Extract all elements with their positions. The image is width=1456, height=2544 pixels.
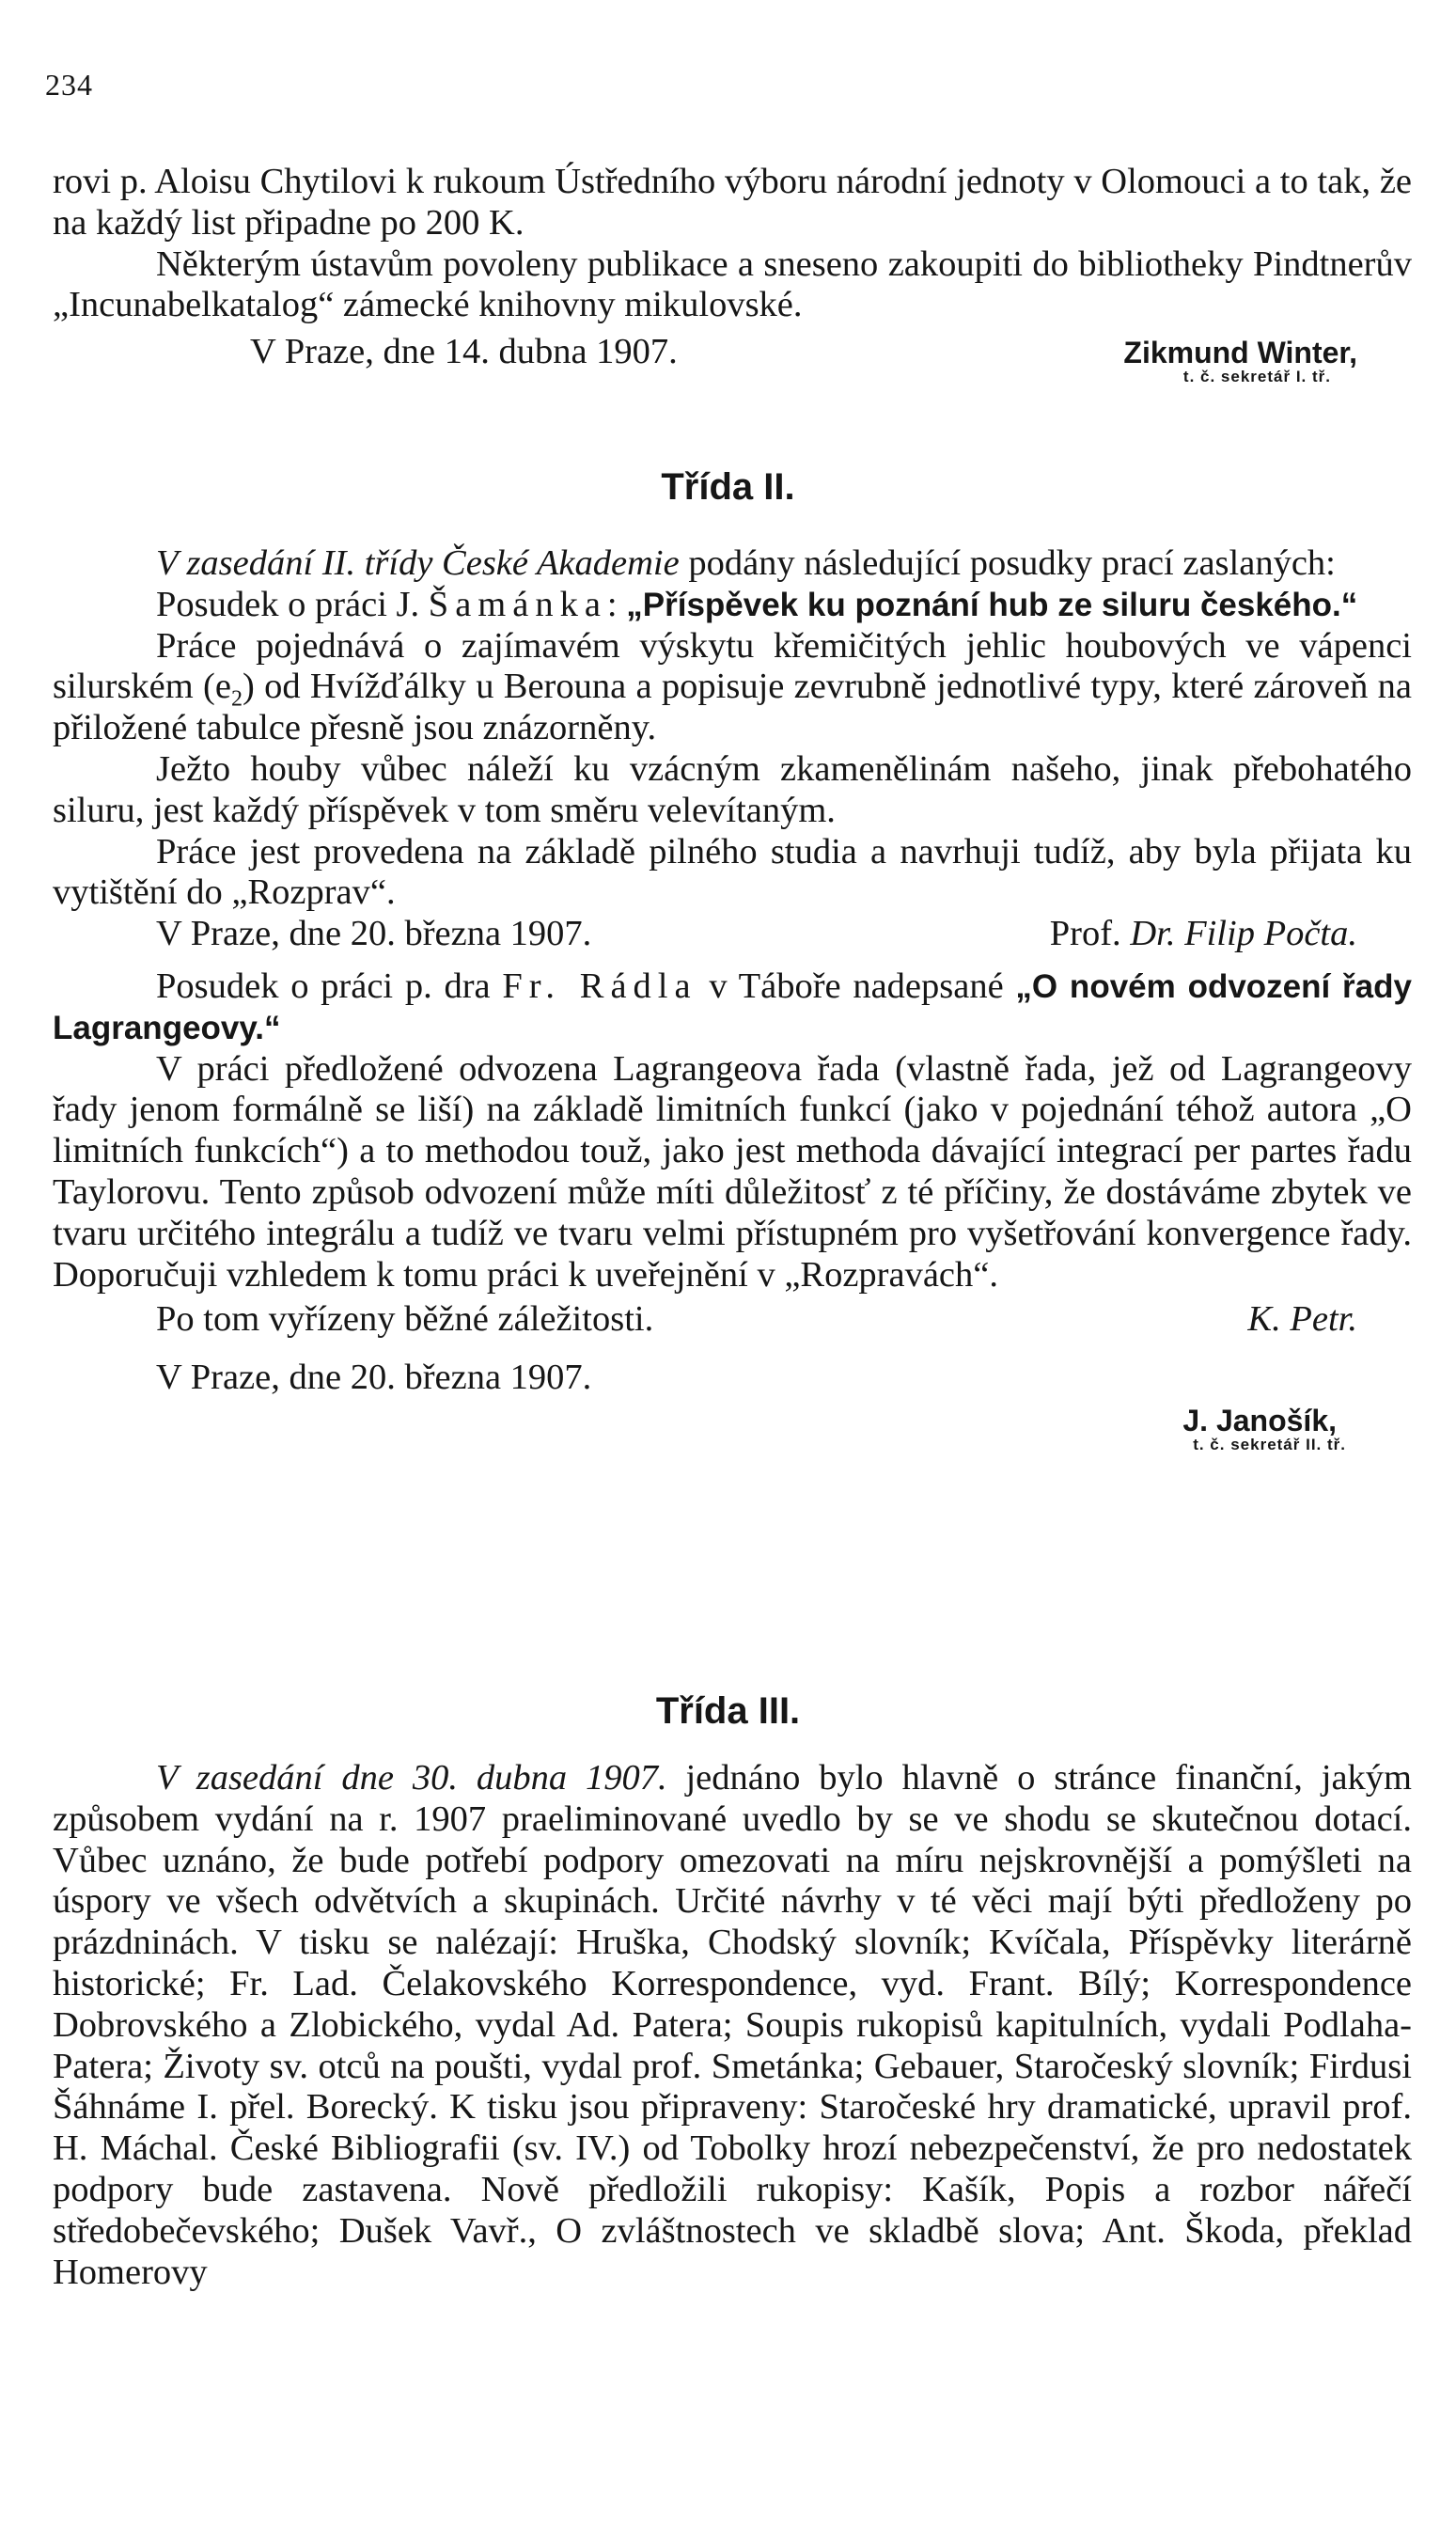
trida2-paragraph-3: Ježto houby vůbec náleží ku vzácným zkamenělinám našeho, jinak přebohatého siluru, jest každý příspěvek v tom směru velevítaným. [53,748,1412,830]
trida2-paragraph-1-rest: podány následující posudky prací zaslaných: [679,543,1336,583]
trida2-paragraph-2-a: Práce pojednává o zajímavém výskytu křemičitých jehlic houbových ve vápenci silurském (e [53,625,1412,707]
trida3-section [53,1758,1412,2293]
reviewer-1-name: Dr. Filip Počta. [1130,914,1357,954]
intro-date-row [53,332,1412,385]
intro-signature-title: t. č. sekretář I. tř. [1182,368,1331,386]
trida2-section [53,543,1412,1453]
posudek-2-mid: v Táboře nadepsané [697,966,1016,1006]
trida2-paragraph-2 [53,626,1412,749]
posudek-1-colon: : [606,584,627,624]
trida2-paragraph-1 [53,543,1412,585]
trida2-signature [53,1403,1346,1453]
trida3-heading: Třída III. [655,1690,801,1732]
posudek-1-author: Šamánka [428,584,607,624]
trida2-paragraph-2-b: ) od Hvížďálky u Berouna a popisuje zevrubně jednotlivé typy, které zároveň na přiložené tabulce přesně jsou znázorněny. [53,667,1412,748]
trida2-paragraph-6: Po tom vyřízeny běžné záležitosti. [156,1299,654,1340]
trida3-paragraph-1-rest: jednáno bylo hlavně o stránce finanční, jakým způsobem vydání na r. 1907 praeliminované uvedlo by se ve shodu se skutečnou dotací. Vůbec uznáno, že bude potřebí podpory omezovati na míru nejskrovnější a pomýšleti na úspory ve všech odvětvích a skupinách. Určité návrhy v té věci mají býti předloženy po prázdninách. V tisku se nalézají: Hruška, Chodský slovník; Kvíčala, Příspěvky literárně historické; Fr. Lad. Čelakovského Korrespondence, vyd. Frant. Bílý; Korrespondence Dobrovského a Zlobického, vydal Ad. Patera; Soupis rukopisů kapitulních, vydali Podlaha-Patera; Životy sv. otců na poušti, vydal prof. Smetánka; Gebauer, Staročeský slovník; Firdusi Šáhnáme I. přel. Borecký. K tisku jsou připraveny: Staročeské hry dramatické, upravil prof. H. Máchal. České Bibliografii (sv. IV.) od Tobolky hrozí nebezpečenství, že pro nedostatek podpory bude zastavena. Nově předložili rukopisy: Kašík, Popis a rozbor nářečí středobečevského; Dušek Vavř., O zvláštnostech ve skladbě slova; Ant. Škoda, překlad Homerovy [53,1758,1412,2292]
reviewer-1 [1050,914,1357,955]
intro-section [53,162,1412,385]
trida2-posudek-2 [53,966,1412,1049]
trida2-paragraph-2-sub: 2 [230,687,243,713]
intro-paragraph-1: rovi p. Aloisu Chytilovi k rukoum Ústředního výboru národní jednoty v Olomouci a to tak, že na každý list připadne po 200 K. [53,162,1412,243]
posudek-2-intro: Posudek o práci p. dra [156,966,503,1006]
trida2-date-row-2 [53,1358,1412,1399]
trida2-closing-row [53,1299,1412,1341]
intro-paragraph-2: Některým ústavům povoleny publikace a sneseno zakoupiti do bibliotheky Pindtnerův „Incunabelkatalog“ zámecké knihovny mikulovské. [53,243,1412,325]
intro-signature-name: Zikmund Winter, [1123,336,1357,370]
posudek-2-title: „O novém odvození řady Lagrangeovy.“ [53,967,1412,1046]
reviewer-1-prefix: Prof. [1049,914,1131,954]
intro-signature [1123,337,1357,385]
trida3-paragraph-1 [53,1758,1412,2293]
posudek-1-title: „Příspěvek ku poznání hub ze siluru českého.“ [626,586,1358,623]
reviewer-2: K. Petr. [1247,1299,1357,1340]
trida3-paragraph-1-italic: V zasedání dne 30. dubna 1907. [156,1758,667,1798]
trida2-paragraph-1-italic: V zasedání II. třídy České Akademie [156,543,680,583]
posudek-2-author: Fr. Rádla [502,966,697,1006]
trida2-posudek-1 [53,585,1412,626]
trida2-signature-name: J. Janošík, [1182,1403,1337,1437]
trida2-paragraph-4: Práce jest provedena na základě pilného studia a navrhuji tudíž, aby byla přijata ku vytištění do „Rozprav“. [53,831,1412,913]
trida2-paragraph-5: V práci předložené odvozena Lagrangeova řada (vlastně řada, jež od Lagrangeovy řady jenom formálně se liší) na základě limitních funkcí (jako v pojednání téhož autora „O limitních funkcích“) a to methodou touž, jako jest methoda dávající integrací per partes řadu Taylorovu. Tento způsob odvození může míti důležitosť z té příčiny, že dostáváme zbytek ve tvaru určitého integrálu a tudíž ve tvaru velmi přístupném pro vyšetřování konvergence řady. Doporučuji vzhledem k tomu práci k uveřejnění v „Rozpravách“. [53,1048,1412,1295]
trida2-heading: Třída II. [661,466,795,508]
trida2-date-row-1 [53,914,1412,955]
trida2-date-2: V Praze, dne 20. března 1907. [156,1358,592,1398]
trida2-signature-title: t. č. sekretář II. tř. [1193,1435,1346,1453]
page-number: 234 [45,68,93,102]
posudek-1-intro: Posudek o práci J. [156,584,429,624]
trida2-date-1: V Praze, dne 20. března 1907. [156,914,592,954]
intro-date: V Praze, dne 14. dubna 1907. [250,332,678,372]
